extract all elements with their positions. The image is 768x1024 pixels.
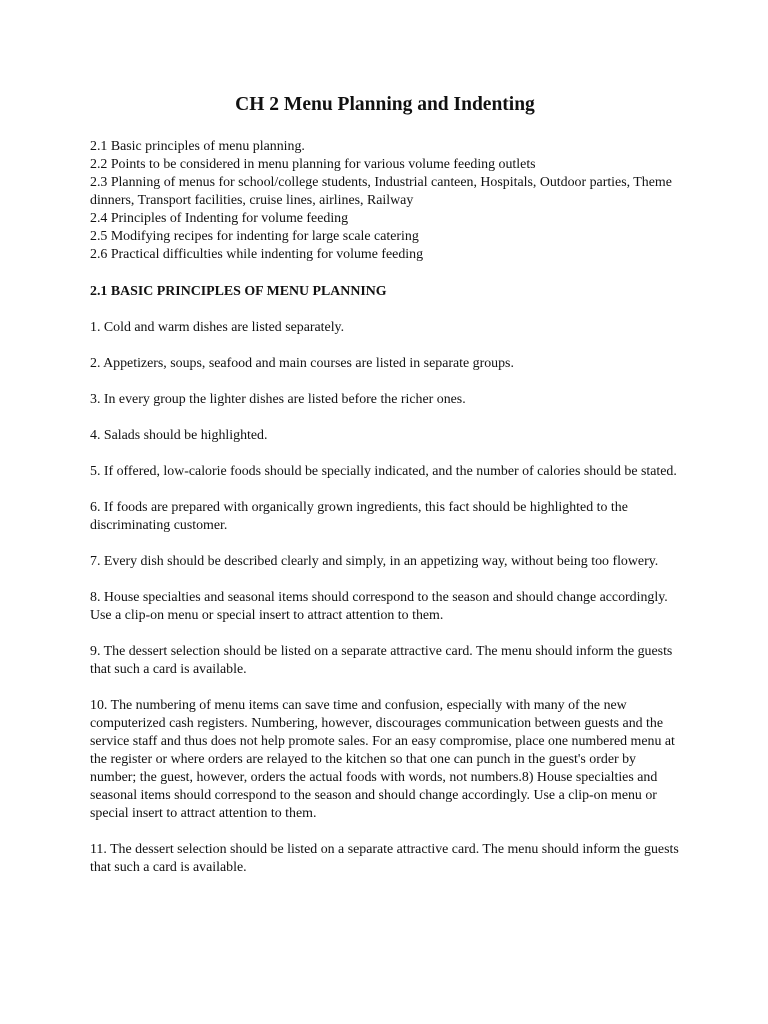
toc-item: 2.1 Basic principles of menu planning. — [90, 139, 305, 154]
list-item: 6. If foods are prepared with organically grown ingredients, this fact should be highlighted to the discriminating customer. — [90, 500, 628, 533]
list-item: 7. Every dish should be described clearly and simply, in an appetizing way, without being too flowery. — [90, 554, 659, 569]
list-item: 8. House specialties and seasonal items should correspond to the season and should change accordingly. Use a clip-on menu or special insert to attract attention to them. — [90, 590, 668, 623]
page-title: CH 2 Menu Planning and Indenting — [235, 94, 535, 115]
toc-item: 2.5 Modifying recipes for indenting for large scale catering — [90, 229, 419, 244]
list-item: 1. Cold and warm dishes are listed separately. — [90, 320, 345, 335]
list-item: 5. If offered, low-calorie foods should be specially indicated, and the number of calories should be stated. — [90, 464, 677, 479]
list-item: 2. Appetizers, soups, seafood and main courses are listed in separate groups. — [90, 356, 514, 371]
toc-item: 2.4 Principles of Indenting for volume feeding — [90, 211, 349, 226]
list-item: 10. The numbering of menu items can save time and confusion, especially with many of the new computerized cash registers. Numbering, however, discourages communication between guests and the service staff and thus does not help promote sales. For an easy compromise, place one numbered menu at the register or where orders are relayed to the kitchen so that one can punch in the guest's order by number; the guest, however, orders the actual foods with words, not numbers.8) House specialties and seasonal items should correspond to the season and should change accordingly. Use a clip-on menu or special insert to attract attention to them. — [90, 698, 675, 821]
section-heading: 2.1 BASIC PRINCIPLES OF MENU PLANNING — [90, 284, 387, 299]
list-item: 9. The dessert selection should be listed on a separate attractive card. The menu should inform the guests that such a card is available. — [90, 644, 673, 677]
list-item: 4. Salads should be highlighted. — [90, 428, 268, 443]
toc-item: 2.6 Practical difficulties while indenting for volume feeding — [90, 247, 424, 262]
toc-item: 2.3 Planning of menus for school/college students, Industrial canteen, Hospitals, Outdoor parties, Theme dinners, Transport facilities, cruise lines, airlines, Railway — [90, 175, 672, 208]
toc-item: 2.2 Points to be considered in menu planning for various volume feeding outlets — [90, 157, 536, 172]
list-item: 3. In every group the lighter dishes are listed before the richer ones. — [90, 392, 466, 407]
list-item: 11. The dessert selection should be listed on a separate attractive card. The menu should inform the guests that such a card is available. — [90, 842, 679, 875]
table-of-contents — [90, 138, 680, 264]
principles-list — [90, 319, 680, 877]
